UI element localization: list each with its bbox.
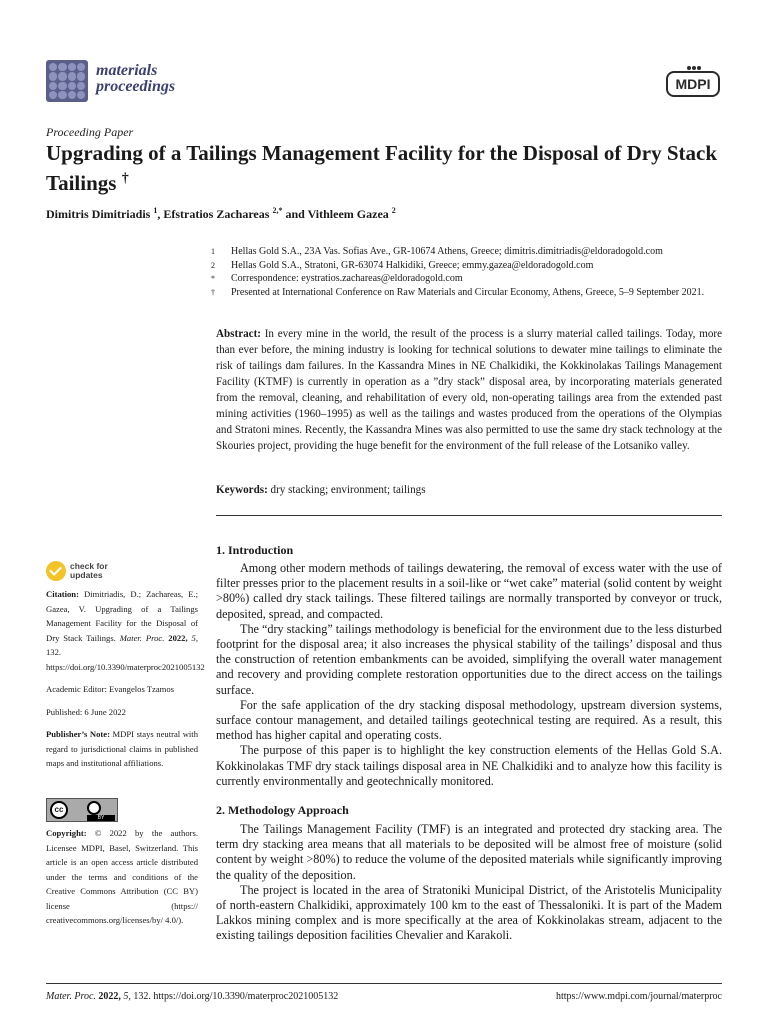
citation-text: Dimitriadis, D.; Zachareas, E.; Gazea, V. Upgrading of a Tailings Management Facility for the Disposal of Dry Stack Tailings. <box>46 589 198 643</box>
journal-name-line1: materials <box>96 62 158 79</box>
affiliation-item <box>211 245 731 259</box>
abstract <box>216 326 722 454</box>
keywords <box>216 484 426 496</box>
section-introduction-body <box>216 561 722 789</box>
paragraph: The purpose of this paper is to highlight the key construction elements of the Hellas Gold S.A. Kokkinolakas TMF dry stack tailings disposal area in NE Chalkidiki and to analyze how this facility is currently environmentally and geotechnically monitored. <box>216 743 722 788</box>
academic-editor: Academic Editor: Evangelos Tzamos <box>46 684 174 694</box>
check-updates-line2: updates <box>70 570 103 580</box>
check-updates-line1: check for <box>70 561 108 571</box>
footer-doi-link[interactable]: 132. https://doi.org/10.3390/materproc2021005132 <box>133 991 339 1002</box>
paragraph: The Tailings Management Facility (TMF) is an integrated and protected dry stacking area. The term dry stacking area means that all materials to be deposited will be almost free of moisture (solid content by weight >80%) to reduce the volume of the deposited materials while significantly improving the quality of the deposition. <box>216 822 722 882</box>
footer-journal-url[interactable]: https://www.mdpi.com/journal/materproc <box>556 991 722 1002</box>
published-date: Published: 6 June 2022 <box>46 707 126 717</box>
citation-journal: Mater. Proc. <box>119 632 165 643</box>
journal-logo-icon <box>46 60 88 102</box>
check-updates-icon <box>46 561 66 581</box>
section-heading-methodology: 2. Methodology Approach <box>216 803 349 817</box>
mdpi-logo: MDPI <box>666 71 720 97</box>
title-footnote-mark: † <box>121 171 129 186</box>
affiliation-mark: 1 <box>211 247 215 256</box>
publishers-note <box>46 727 198 771</box>
paragraph: For the safe application of the dry stacking disposal methodology, upstream diversion systems, surface contour management, and detailed tailings geotechnical testing are required. As a result, this method has higher capital and operating costs. <box>216 697 722 743</box>
check-updates-label <box>70 562 130 580</box>
citation <box>46 587 205 674</box>
citation-volume: 5, <box>191 632 198 643</box>
affiliation-text: Hellas Gold S.A., 23A Vas. Sofias Ave., GR-10674 Athens, Greece; dimitris.dimitriadis@eldoradogold.com <box>231 246 663 257</box>
by-label: BY <box>87 815 115 821</box>
affiliation-item <box>211 272 731 286</box>
author-list: Dimitris Dimitriadis $^1$, Efstratios Zachareas $^{2,*}$ and Vithleem Gazea $^2$ <box>46 206 396 221</box>
abstract-label: Abstract: <box>216 328 261 340</box>
paragraph: The “dry stacking” tailings methodology is beneficial for the environment due to the less disturbed footprint for the disposal area; it also increases the physical stability of the tailings’ disposal and thus the construction of retention embankments can be avoided, simplifying the overall water management and recovery and providing complete restoration opportunities due to the direct access on the tailings surface. <box>216 621 722 697</box>
footer-divider <box>46 983 722 984</box>
attribution-person-icon <box>87 801 101 815</box>
paper-type: Proceeding Paper <box>46 125 134 139</box>
affiliations <box>211 245 731 299</box>
cc-icon: cc <box>50 801 68 819</box>
citation-label: Citation: <box>46 589 79 599</box>
author-affil-mark: 2 <box>391 206 396 215</box>
author-name[interactable]: Dimitris Dimitriadis <box>46 207 151 221</box>
author-name[interactable]: Efstratios Zachareas <box>163 207 270 221</box>
paragraph: The project is located in the area of Stratoniki Municipal District, of the Aristotelis Municipality of north-eastern Chalkidiki, approximately 100 km to the east of Thessaloniki. It is part of the Madem Lakkos mining complex and is more specifically at the area of Kokkinolakas stream, adjacent to the existing tailings deposition facilities Chevalier and Karakoli. <box>216 882 722 943</box>
footer-volume: 5, <box>123 991 131 1002</box>
affiliation-item <box>211 259 731 273</box>
affiliation-text: Presented at International Conference on Raw Materials and Circular Economy, Athens, Greece, 5–9 September 2021. <box>231 286 705 298</box>
keywords-label: Keywords: <box>216 484 268 496</box>
divider <box>216 515 722 516</box>
paragraph: Among other modern methods of tailings dewatering, the removal of excess water with the use of filter presses prior to the placement results in a soil-like or “wet cake” material (solid content by weight >80%) called dry stack tailings. These filtered tailings are normally transported by conveyor or truck, deposited, spread, and compacted. <box>216 561 722 621</box>
copyright <box>46 826 198 928</box>
keywords-text: dry stacking; environment; tailings <box>270 484 426 496</box>
author-affil-mark: 1 <box>153 206 158 215</box>
author-name[interactable]: Vithleem Gazea <box>307 207 389 221</box>
section-heading-introduction: 1. Introduction <box>216 543 294 557</box>
affiliation-mark: 2 <box>211 260 215 270</box>
paper-title <box>46 141 726 196</box>
author-affil-mark: 2,* <box>272 206 283 215</box>
affiliation-text: Correspondence: eystratios.zachareas@eldoradogold.com <box>231 273 463 284</box>
citation-year: 2022, <box>168 632 188 643</box>
paper-title-text: Upgrading of a Tailings Management Facility for the Disposal of Dry Stack Tailings <box>46 141 718 195</box>
footer-citation <box>46 991 338 1002</box>
footer-year: 2022, <box>98 991 121 1002</box>
copyright-label: Copyright: <box>46 828 87 838</box>
publishers-note-text: MDPI stays neutral with regard to jurisdictional claims in published maps and institutional affiliations. <box>46 729 198 768</box>
abstract-text: In every mine in the world, the result of the process is a slurry material called tailings. Today, more than ever before, the mining industry is looking for technical solutions to dewater mine tailings to eliminate the risk of tailings dam failures. In the Kassandra Mines in NE Chalkidiki, the Kokkinolakas Tailings Management Facility (KTMF) is currently in operation as a ”dry stack” disposal area, by incorporating materials generated from the removal, cleaning, and rehabilitation of every old, non-operating tailings area from the extended past mining activities (1960–1995) as well as the tailings and wastes produced from the operations of the Olympias and Stratoni mines. Recently, the Kassandra Mines was also permitted to use the same dry stack technology at the Skouries project, providing the huge benefit for the environment of the full release of the Lotsaniko valley. <box>216 328 722 452</box>
affiliation-mark: † <box>211 287 215 297</box>
footer-journal: Mater. Proc. <box>46 991 96 1002</box>
section-methodology-body <box>216 822 722 944</box>
affiliation-text: Hellas Gold S.A., Stratoni, GR-63074 Halkidiki, Greece; emmy.gazea@eldoradogold.com <box>231 259 594 271</box>
affiliation-mark: * <box>211 274 215 283</box>
affiliation-item <box>211 286 731 300</box>
journal-name <box>96 63 175 95</box>
cc-by-license-badge[interactable] <box>46 798 118 822</box>
copyright-text: © 2022 by the authors. Licensee MDPI, Basel, Switzerland. This article is an open access article distributed under the terms and conditions of the Creative Commons Attribution (CC BY) license (https:// creativecommons.org/licenses/by/ 4.0/). <box>46 828 198 925</box>
citation-doi[interactable]: 132. https://doi.org/10.3390/materproc2021005132 <box>46 647 205 672</box>
publishers-note-label: Publisher’s Note: <box>46 729 110 739</box>
journal-name-line2: proceedings <box>96 78 176 95</box>
